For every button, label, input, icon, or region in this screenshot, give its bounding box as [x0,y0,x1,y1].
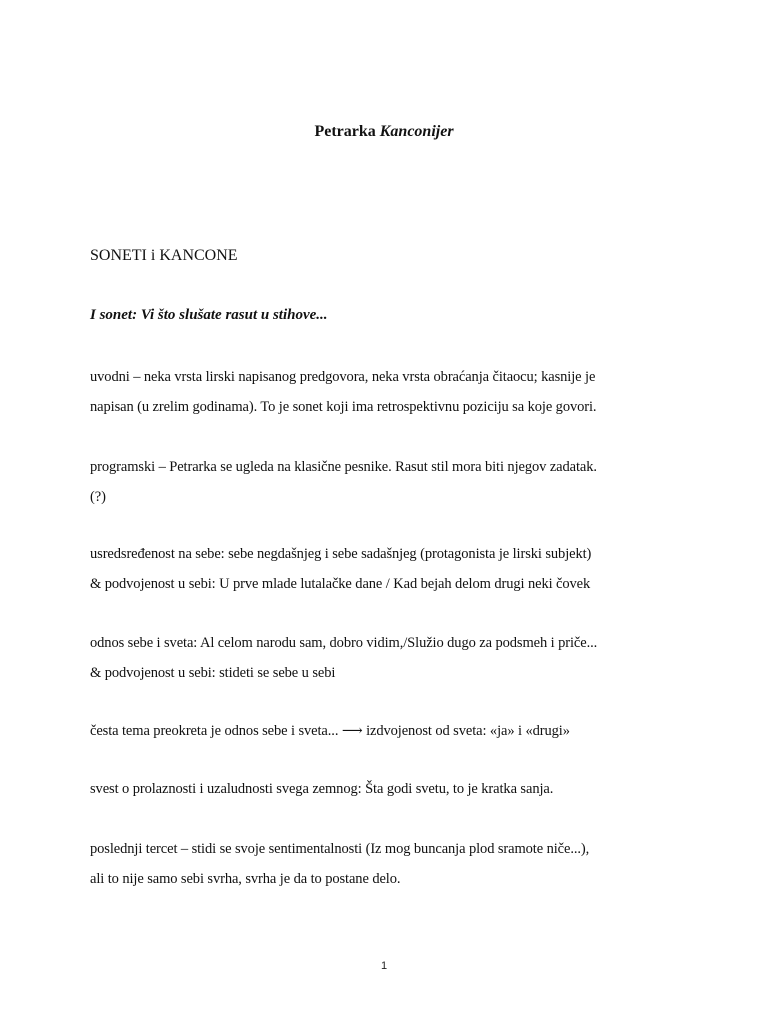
paragraph-line: ali to nije samo sebi svrha, svrha je da to postane delo. [90,871,401,887]
paragraph-line: uvodni – neka vrsta lirski napisanog predgovora, neka vrsta obraćanja čitaocu; kasnije je [90,369,596,385]
title-work: Kanconijer [379,123,454,140]
paragraph-line: svest o prolaznosti i uzaludnosti svega zemnog: Šta godi svetu, to je kratka sanja. [90,781,554,797]
paragraph-line: & podvojenost u sebi: stideti se sebe u sebi [90,665,336,681]
paragraph-intro [90,362,690,422]
paragraph-programmatic [90,452,690,512]
paragraph-turning-point [90,716,690,746]
paragraph-line: poslednji tercet – stidi se svoje sentimentalnosti (Iz mog buncanja plod sramote niče...), [90,841,590,857]
paragraph-self-and-world [90,628,690,688]
paragraph-line: česta tema preokreta je odnos sebe i sveta... ⟶ izdvojenost od sveta: «ja» i «drugi» [90,723,570,739]
paragraph-self-focus [90,539,690,599]
paragraph-last-tercet [90,834,690,894]
paragraph-line: programski – Petrarka se ugleda na klasične pesnike. Rasut stil mora biti njegov zadatak. [90,459,597,475]
section-heading: SONETI i KANCONE [90,247,238,264]
paragraph-transience [90,774,690,804]
paragraph-line: odnos sebe i sveta: Al celom narodu sam, dobro vidim,/Služio dugo za podsmeh i priče... [90,635,598,651]
paragraph-line: napisan (u zrelim godinama). To je sonet koji ima retrospektivnu poziciju sa koje govori. [90,399,597,415]
sonnet-title: I sonet: Vi što slušate rasut u stihove... [90,307,328,323]
page-number: 1 [380,960,388,972]
paragraph-line: & podvojenost u sebi: U prve mlade lutalačke dane / Kad bejah delom drugi neki čovek [90,576,591,592]
paragraph-line: (?) [90,489,106,505]
document-title [0,123,768,141]
paragraph-line: usredsređenost na sebe: sebe negdašnjeg i sebe sadašnjeg (protagonista je lirski subjekt) [90,546,592,562]
title-author: Petrarka [314,123,380,140]
